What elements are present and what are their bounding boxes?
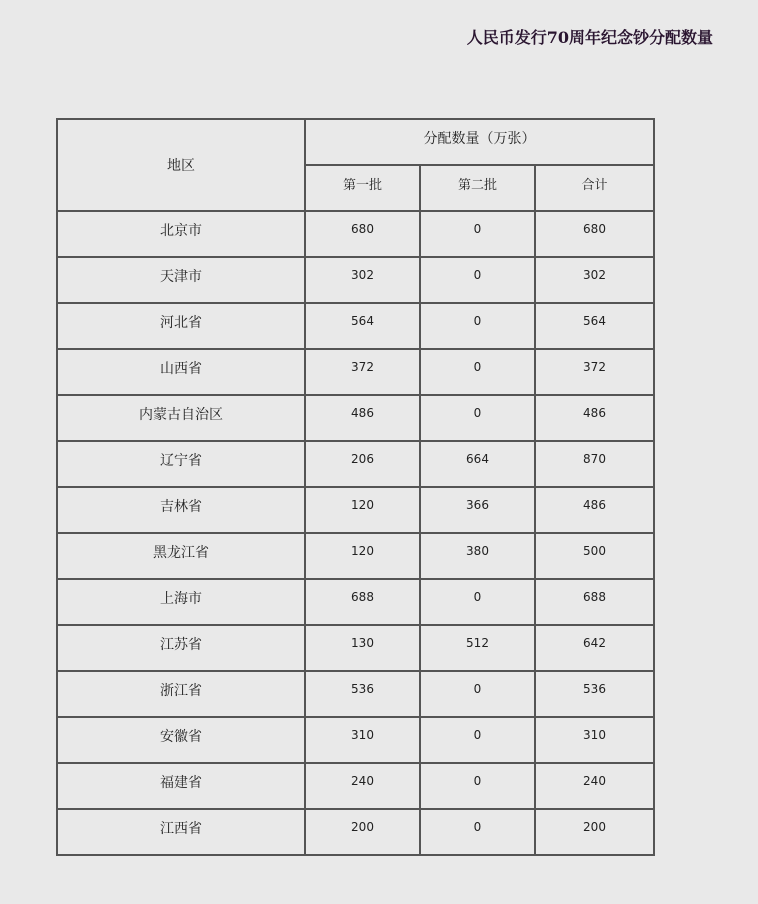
batch2-cell-value: 0 <box>473 590 482 604</box>
batch1-cell-value: 486 <box>351 406 374 420</box>
region-cell <box>57 809 305 855</box>
total-cell-value: 240 <box>583 774 606 788</box>
batch1-cell-value: 688 <box>351 590 374 604</box>
batch2-cell <box>420 211 535 257</box>
table-row <box>57 671 654 717</box>
total-cell <box>535 809 654 855</box>
page-title: 人民币发行70周年纪念钞分配数量 <box>466 28 713 47</box>
region-cell-value: 北京市 <box>160 223 202 239</box>
batch2-cell-value: 366 <box>466 498 489 512</box>
region-cell <box>57 211 305 257</box>
total-cell-value: 372 <box>583 360 606 374</box>
region-cell <box>57 349 305 395</box>
region-cell-value: 吉林省 <box>160 499 202 515</box>
total-cell-value: 680 <box>583 222 606 236</box>
quantity-group-header-label: 分配数量（万张） <box>423 131 536 147</box>
region-column-header: 地区 <box>57 119 305 211</box>
batch1-cell-value: 680 <box>351 222 374 236</box>
batch1-cell <box>305 671 420 717</box>
region-cell <box>57 763 305 809</box>
total-cell-value: 302 <box>583 268 606 282</box>
batch1-cell-value: 536 <box>351 682 374 696</box>
region-cell-value: 江西省 <box>160 821 202 837</box>
batch1-cell <box>305 395 420 441</box>
batch1-cell <box>305 625 420 671</box>
total-cell <box>535 257 654 303</box>
batch1-cell-value: 372 <box>351 360 374 374</box>
total-cell-value: 200 <box>583 820 606 834</box>
batch1-cell <box>305 441 420 487</box>
batch2-cell-value: 380 <box>466 544 489 558</box>
batch2-cell-value: 0 <box>473 314 482 328</box>
batch1-cell <box>305 533 420 579</box>
batch2-cell <box>420 395 535 441</box>
total-cell <box>535 625 654 671</box>
total-cell <box>535 533 654 579</box>
region-cell <box>57 625 305 671</box>
batch2-cell <box>420 717 535 763</box>
batch2-cell-value: 0 <box>473 820 482 834</box>
region-cell-value: 天津市 <box>160 269 202 285</box>
total-cell-value: 642 <box>583 636 606 650</box>
region-cell <box>57 487 305 533</box>
total-cell-value: 536 <box>583 682 606 696</box>
batch2-cell-value: 0 <box>473 728 482 742</box>
batch1-cell-value: 206 <box>351 452 374 466</box>
region-cell-value: 福建省 <box>160 775 202 791</box>
batch1-cell <box>305 487 420 533</box>
total-column-header <box>535 165 654 211</box>
batch2-cell <box>420 257 535 303</box>
batch2-cell-value: 0 <box>473 682 482 696</box>
region-cell-value: 山西省 <box>160 361 202 377</box>
batch1-cell <box>305 579 420 625</box>
table-row <box>57 257 654 303</box>
batch1-cell <box>305 763 420 809</box>
batch2-cell-value: 0 <box>473 774 482 788</box>
batch2-column-header <box>420 165 535 211</box>
table-row <box>57 441 654 487</box>
region-cell <box>57 395 305 441</box>
total-cell <box>535 763 654 809</box>
region-cell-value: 安徽省 <box>160 729 202 745</box>
table-row <box>57 625 654 671</box>
batch1-cell <box>305 717 420 763</box>
batch2-cell <box>420 671 535 717</box>
total-cell <box>535 717 654 763</box>
batch1-cell <box>305 211 420 257</box>
total-cell <box>535 579 654 625</box>
batch2-cell-value: 664 <box>466 452 489 466</box>
region-cell-value: 河北省 <box>160 315 202 331</box>
table-row <box>57 579 654 625</box>
total-cell-value: 500 <box>583 544 606 558</box>
table-header <box>57 119 654 211</box>
distribution-table <box>56 118 655 856</box>
batch2-cell-value: 512 <box>466 636 489 650</box>
batch1-cell-value: 130 <box>351 636 374 650</box>
table-row <box>57 487 654 533</box>
total-cell-value: 486 <box>583 406 606 420</box>
header-row-top <box>57 119 654 165</box>
batch2-cell <box>420 763 535 809</box>
quantity-group-header <box>305 119 654 165</box>
batch1-cell-value: 120 <box>351 498 374 512</box>
region-cell <box>57 533 305 579</box>
table-row <box>57 533 654 579</box>
batch2-cell-value: 0 <box>473 360 482 374</box>
batch2-cell <box>420 625 535 671</box>
batch1-cell-value: 120 <box>351 544 374 558</box>
batch2-cell-value: 0 <box>473 222 482 236</box>
total-cell <box>535 395 654 441</box>
batch1-cell-value: 302 <box>351 268 374 282</box>
batch2-column-header-label: 第二批 <box>457 178 497 193</box>
table-row <box>57 809 654 855</box>
total-cell <box>535 487 654 533</box>
batch1-column-header-label: 第一批 <box>342 178 382 193</box>
table-body <box>57 211 654 855</box>
total-column-header-label: 合计 <box>581 178 608 193</box>
batch2-cell <box>420 809 535 855</box>
batch1-cell-value: 310 <box>351 728 374 742</box>
batch2-cell <box>420 441 535 487</box>
batch2-cell <box>420 487 535 533</box>
batch1-cell <box>305 349 420 395</box>
total-cell <box>535 441 654 487</box>
region-cell <box>57 303 305 349</box>
batch1-cell-value: 200 <box>351 820 374 834</box>
region-cell <box>57 257 305 303</box>
table-row <box>57 763 654 809</box>
batch1-cell <box>305 303 420 349</box>
region-cell-value: 江苏省 <box>160 637 202 653</box>
total-cell-value: 310 <box>583 728 606 742</box>
table-row <box>57 395 654 441</box>
total-cell-value: 688 <box>583 590 606 604</box>
region-cell-value: 上海市 <box>160 591 202 607</box>
total-cell-value: 486 <box>583 498 606 512</box>
region-cell-value: 黑龙江省 <box>153 545 209 561</box>
total-cell <box>535 303 654 349</box>
batch1-cell <box>305 257 420 303</box>
batch2-cell <box>420 349 535 395</box>
region-cell <box>57 671 305 717</box>
batch1-cell-value: 564 <box>351 314 374 328</box>
batch2-cell-value: 0 <box>473 406 482 420</box>
batch2-cell <box>420 303 535 349</box>
total-cell <box>535 671 654 717</box>
region-cell-value: 内蒙古自治区 <box>139 407 223 423</box>
total-cell-value: 870 <box>583 452 606 466</box>
batch2-cell <box>420 533 535 579</box>
table-row <box>57 211 654 257</box>
batch1-cell <box>305 809 420 855</box>
batch2-cell <box>420 579 535 625</box>
table-row <box>57 303 654 349</box>
table-row <box>57 717 654 763</box>
total-cell <box>535 211 654 257</box>
region-cell-value: 辽宁省 <box>160 453 202 469</box>
batch1-cell-value: 240 <box>351 774 374 788</box>
table-row <box>57 349 654 395</box>
region-cell-value: 浙江省 <box>160 683 202 699</box>
batch1-column-header <box>305 165 420 211</box>
total-cell-value: 564 <box>583 314 606 328</box>
total-cell <box>535 349 654 395</box>
region-cell <box>57 441 305 487</box>
batch2-cell-value: 0 <box>473 268 482 282</box>
region-cell <box>57 579 305 625</box>
region-cell <box>57 717 305 763</box>
